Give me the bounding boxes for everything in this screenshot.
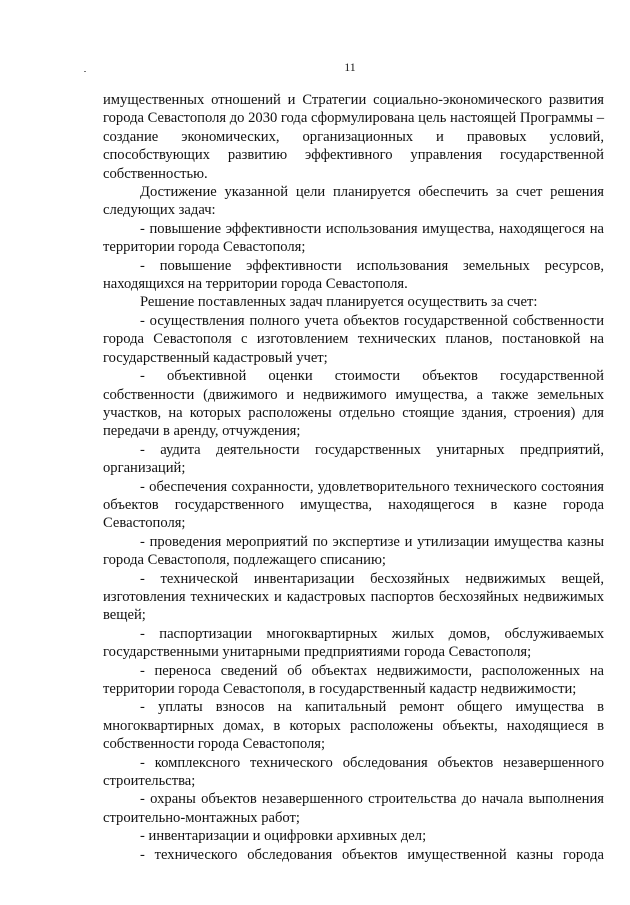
list-item: - проведения мероприятий по экспертизе и утилизации имущества казны города Севастополя, подлежащего списанию; (103, 533, 604, 569)
list-item: - паспортизации многоквартирных жилых домов, обслуживаемых государственными унитарными предприятиями города Севастополя; (103, 625, 604, 661)
paragraph: Решение поставленных задач планируется осуществить за счет: (140, 294, 538, 311)
list-item: - обеспечения сохранности, удовлетворительного технического состояния объектов государственного имущества, находящегося в казне города Севастополя; (103, 478, 604, 532)
paragraph: имущественных отношений и Стратегии социально-экономического развития города Севастополя до 2030 года сформулирована цель настоящей Программы – создание экономических, организационных и правовых условий, способствующих развитию эффективного управления государственной собственностью. (103, 92, 604, 182)
list-item: - охраны объектов незавершенного строительства до начала выполнения строительно-монтажных работ; (103, 791, 604, 826)
paragraph: Достижение указанной цели планируется обеспечить за счет решения следующих задач: (103, 184, 604, 219)
list-item: - объективной оценки стоимости объектов государственной собственности (движимого и недвижимого имущества, а также земельных участков, на которых расположены отдельно стоящие здания, строения) для передачи в аренду, отчуждения; (103, 368, 604, 440)
list-item: - технического обследования объектов имущественной казны города (140, 846, 604, 863)
list-item: - уплаты взносов на капитальный ремонт общего имущества в многоквартирных домах, в которых расположены объекты, находящиеся в собственности города Севастополя; (103, 699, 604, 753)
list-item: - переноса сведений об объектах недвижимости, расположенных на территории города Севастополя, в государственный кадастр недвижимости; (103, 662, 604, 697)
list-item: - аудита деятельности государственных унитарных предприятий, организаций; (103, 441, 604, 477)
page-number: 11 (344, 60, 356, 74)
scan-artifact (84, 71, 86, 72)
list-item: - осуществления полного учета объектов государственной собственности города Севастополя с изготовлением технических планов, постановкой на государственный кадастровый учет; (103, 312, 604, 366)
list-item: - комплексного технического обследования объектов незавершенного строительства; (103, 754, 604, 790)
list-item: - технической инвентаризации бесхозяйных недвижимых вещей, изготовления технических и кадастровых паспортов бесхозяйных недвижимых вещей; (103, 570, 604, 624)
document-body (103, 91, 604, 864)
list-item: - инвентаризации и оцифровки архивных дел; (140, 828, 427, 845)
list-item: - повышение эффективности использования имущества, находящегося на территории города Севастополя; (103, 220, 604, 256)
list-item: - повышение эффективности использования земельных ресурсов, находящихся на территории города Севастополя. (103, 257, 604, 293)
